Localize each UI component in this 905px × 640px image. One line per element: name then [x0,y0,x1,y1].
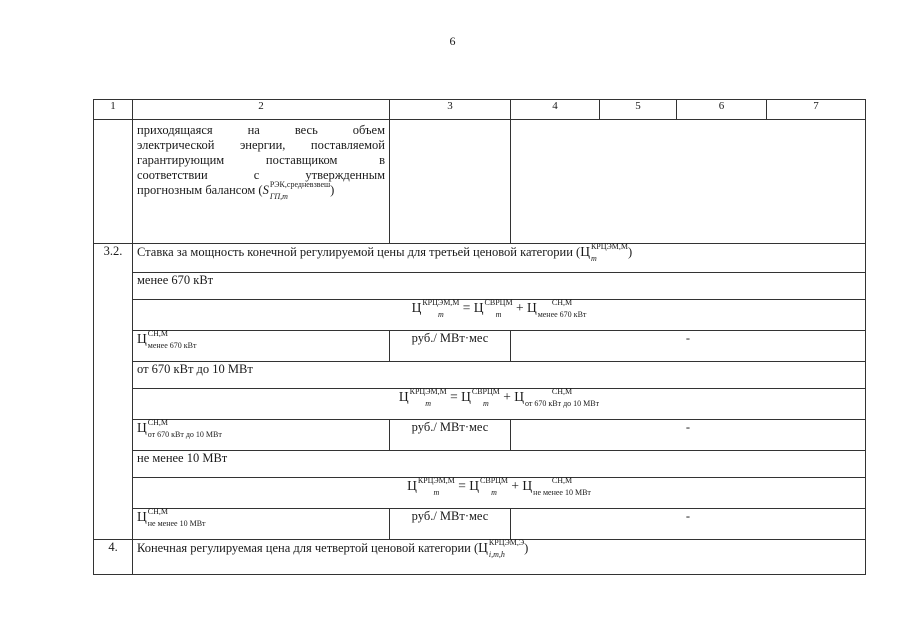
formula-symbol: S [262,183,269,197]
formula-sup: СН,М [147,418,168,428]
value-cell: - [511,509,866,540]
formula-sub: менее 670 кВт [147,341,197,351]
empty-cell [94,300,133,331]
formula-symbol: Ц [526,300,537,315]
group-label: менее 670 кВт [133,273,866,300]
formula-sub: m [590,254,597,264]
section-title [133,244,866,273]
text-line: электрической энергии, поставляемой [137,138,385,152]
text-line: соответствии с утвержденным [137,168,385,182]
row-symbol [133,420,390,451]
group-label: не менее 10 МВт [133,451,866,478]
formula-symbol: Ц [398,389,409,404]
formula-indices [147,329,197,351]
formula-sub: от 670 кВт до 10 МВт [147,430,222,440]
formula-indices [480,476,509,498]
text-fragment: ) [524,541,529,555]
formula-indices [524,387,600,409]
formula-operator: = [454,478,470,493]
formula-sup: КРЦЭМ,Э [488,538,525,548]
formula-indices [488,538,525,560]
unit-cell: руб./ МВт·мес [390,509,511,540]
formula-row [94,478,866,509]
group-label: от 670 кВт до 10 МВт [133,362,866,389]
col-header: 2 [133,100,390,120]
empty-cell [94,478,133,509]
formula-sup: КРЦЭМ,М [417,476,455,486]
value-cell: - [511,331,866,362]
formula-sup: КРЦЭМ,М [422,298,460,308]
formula-operator: = [459,300,474,315]
value-row [94,509,866,540]
continuation-row [94,120,866,244]
empty-cell [94,120,133,244]
continuation-text [133,120,390,244]
formula-indices [471,387,500,409]
formula-sub: не менее 10 МВт [147,519,206,529]
formula-sub: m [482,399,489,409]
formula-indices [269,180,331,202]
empty-cell [94,362,133,389]
text-fragment: прогнозным балансом ( [137,183,263,197]
text-fragment: ) [628,245,633,259]
formula [133,478,866,509]
formula-indices [147,418,222,440]
formula-indices [533,476,591,498]
formula-sup: РЭК,средневзвеш [269,180,331,190]
group-label-row [94,273,866,300]
text-line: приходящаяся на весь объем [137,123,385,137]
formula-sub: m [495,310,502,320]
text-fragment: ) [330,183,335,197]
section-number: 4. [94,540,133,575]
empty-cell [94,509,133,540]
formula-sub: i,m,h [488,550,505,560]
header-row [94,100,866,120]
col-header: 7 [767,100,866,120]
group-label-row [94,451,866,478]
formula-sub: не менее 10 МВт [533,488,591,498]
formula-symbol: Ц [137,420,147,435]
section-text: Конечная регулируемая цена для четвертой ценовой категории ( [137,541,479,555]
text-line: гарантирующим поставщиком в [137,153,385,167]
formula-indices [537,298,587,320]
formula-symbol: Ц [522,478,533,493]
formula-symbol: Ц [137,509,147,524]
formula-symbol: Ц [461,389,471,404]
formula [133,300,866,331]
tariff-table [93,99,866,575]
col-header: 1 [94,100,133,120]
unit-cell: руб./ МВт·мес [390,331,511,362]
formula-sub: ГП,m [269,192,288,202]
col-header: 4 [511,100,600,120]
formula-symbol: Ц [137,331,147,346]
formula-sup: СН,М [147,329,168,339]
formula-sup: СН,М [551,476,573,486]
formula-sub: менее 670 кВт [537,310,587,320]
formula-sup: СВРЦМ [484,298,513,308]
section-row [94,244,866,273]
formula-indices [409,387,447,409]
value-cell: - [511,420,866,451]
formula-symbol: Ц [580,244,590,259]
formula-indices [417,476,455,498]
formula-sub: m [437,310,444,320]
formula-sub: m [491,488,497,498]
empty-cell [390,120,511,244]
section-text: Ставка за мощность конечной регулируемой цены для третьей ценовой категории ( [137,245,581,259]
formula-symbol: Ц [514,389,524,404]
value-row [94,331,866,362]
formula-operator: + [499,389,515,404]
text-line-last [137,180,385,202]
col-header: 6 [677,100,767,120]
formula-symbol: Ц [469,478,480,493]
formula-symbol: Ц [473,300,484,315]
formula-row [94,300,866,331]
formula-sub: m [425,399,432,409]
formula-symbol: Ц [407,478,417,493]
row-symbol [133,509,390,540]
formula-symbol: Ц [478,540,488,555]
formula-row [94,389,866,420]
formula-operator: = [446,389,462,404]
col-header: 3 [390,100,511,120]
formula-sup: КРЦЭМ,М [409,387,447,397]
formula-sup: СН,М [551,387,573,397]
empty-cell [94,420,133,451]
formula-indices [484,298,513,320]
col-header: 5 [600,100,677,120]
formula-sup: СВРЦМ [471,387,500,397]
formula-sup: СН,М [551,298,573,308]
formula-symbol: Ц [411,300,422,315]
group-label-row [94,362,866,389]
formula-operator: + [512,300,527,315]
formula-indices [590,242,629,264]
empty-cell [94,331,133,362]
formula-indices [147,507,206,529]
empty-cell [94,451,133,478]
empty-cell [94,273,133,300]
formula-operator: + [508,478,523,493]
row-symbol [133,331,390,362]
value-row [94,420,866,451]
formula-indices [422,298,460,320]
formula [133,389,866,420]
formula-sup: КРЦЭМ,М [590,242,629,252]
formula-sub: m [433,488,440,498]
unit-cell: руб./ МВт·мес [390,420,511,451]
section-title [133,540,866,575]
empty-cell [94,389,133,420]
formula-sub: от 670 кВт до 10 МВт [524,399,600,409]
formula-sup: СН,М [147,507,168,517]
page-number: 6 [449,34,456,48]
formula-sup: СВРЦМ [480,476,509,486]
empty-cell [511,120,866,244]
section-row [94,540,866,575]
section-number: 3.2. [94,244,133,273]
